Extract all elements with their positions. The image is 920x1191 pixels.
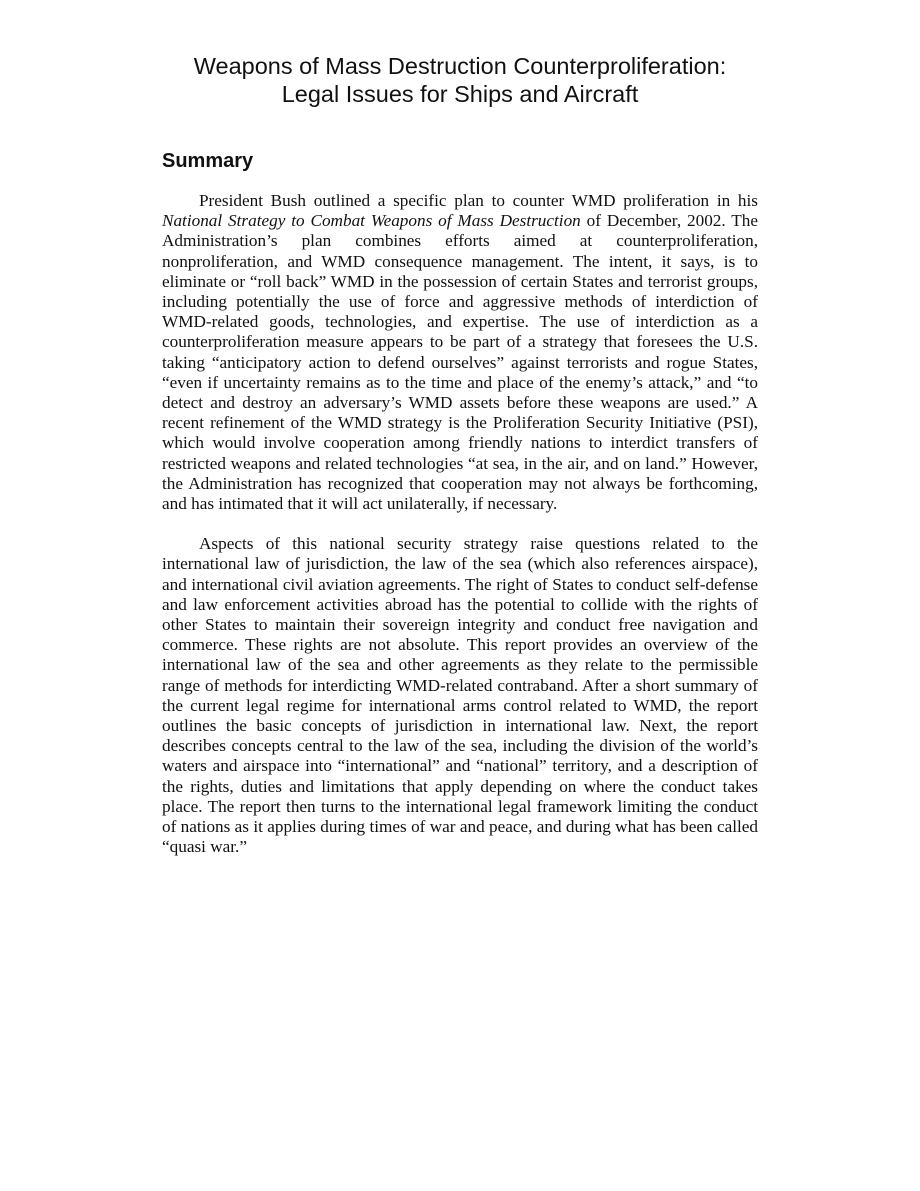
section-heading-summary: Summary bbox=[162, 150, 254, 172]
title-line-1: Weapons of Mass Destruction Counterproliferation: bbox=[193, 53, 727, 79]
paragraph-1-text-a: President Bush outlined a specific plan to counter WMD proliferation in his bbox=[199, 191, 758, 210]
title-line-2: Legal Issues for Ships and Aircraft bbox=[281, 81, 639, 107]
summary-paragraph-2: Aspects of this national security strategy raise questions related to the international law of jurisdiction, the law of the sea (which also references airspace), and international civil aviation agreements. The right of States to conduct self-defense and law enforcement activities abroad has the potential to collide with the rights of other States to maintain their sovereign integrity and conduct free navigation and commerce. These rights are not absolute. This report provides an overview of the international law of the sea and other agreements as they relate to the permissible range of methods for interdicting WMD-related contraband. After a short summary of the current legal regime for international arms control related to WMD, the report outlines the basic concepts of jurisdiction in international law. Next, the report describes concepts central to the law of the sea, including the division of the world’s waters and airspace into “international” and “national” territory, and a description of the rights, duties and limitations that apply depending on where the conduct takes place. The report then turns to the international legal framework limiting the conduct of nations as it applies during times of war and peace, and during what has been called “quasi war.” bbox=[162, 534, 758, 857]
document-page bbox=[162, 52, 758, 858]
document-title bbox=[162, 52, 758, 108]
paragraph-1-text-b: of December, 2002. The Administration’s plan combines efforts aimed at counterproliferation, nonproliferation, and WMD consequence management. The intent, it says, is to eliminate or “roll back” WMD in the possession of certain States and terrorist groups, including potentially the use of force and aggressive methods of interdiction of WMD-related goods, technologies, and expertise. The use of interdiction as a counterproliferation measure appears to be part of a strategy that foresees the U.S. taking “anticipatory action to defend ourselves” against terrorists and rogue States, “even if uncertainty remains as to the time and place of the enemy’s attack,” and “to detect and destroy an adversary’s WMD assets before these weapons are used.” A recent refinement of the WMD strategy is the Proliferation Security Initiative (PSI), which would involve cooperation among friendly nations to interdict transfers of restricted weapons and related technologies “at sea, in the air, and on land.” However, the Administration has recognized that cooperation may not always be forthcoming, and has intimated that it will act unilaterally, if necessary. bbox=[162, 211, 758, 514]
strategy-title-italic: National Strategy to Combat Weapons of Mass Destruction bbox=[162, 211, 581, 231]
summary-paragraph-1 bbox=[162, 191, 758, 514]
